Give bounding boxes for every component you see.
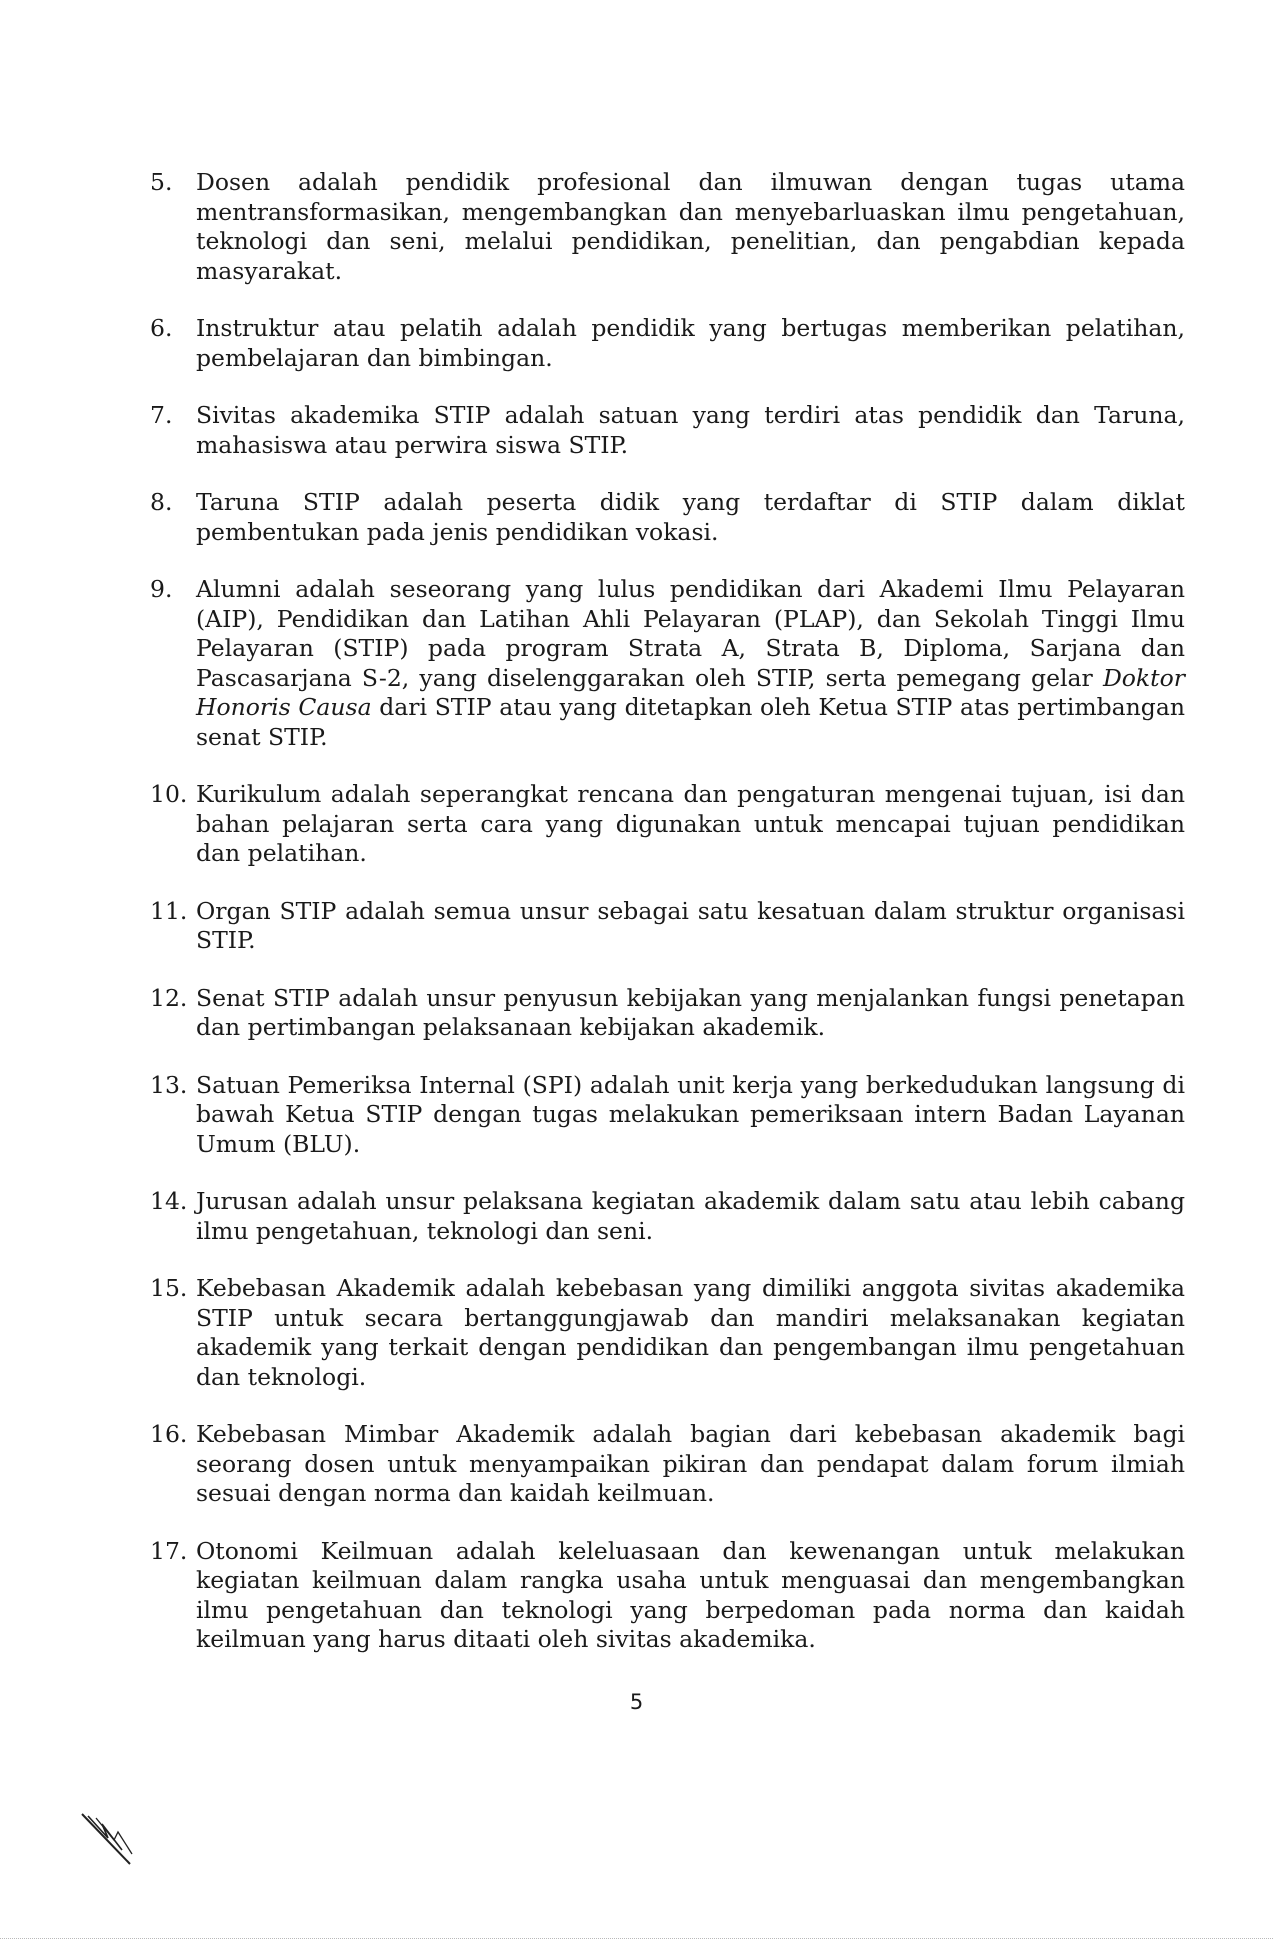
definition-item-8 xyxy=(150,488,1185,547)
definition-item-16 xyxy=(150,1420,1185,1509)
page-number: 5 xyxy=(629,1690,644,1714)
item-number: 16. xyxy=(150,1420,188,1448)
item-text: Senat STIP adalah unsur penyusun kebijakan yang menjalankan fungsi penetapan dan pertimbangan pelaksanaan kebijakan akademik. xyxy=(196,983,1185,1041)
definition-item-17 xyxy=(150,1537,1185,1655)
definition-item-6 xyxy=(150,314,1185,373)
item-text: Taruna STIP adalah peserta didik yang terdaftar di STIP dalam diklat pembentukan pada jenis pendidikan vokasi. xyxy=(196,488,1185,546)
definition-item-13 xyxy=(150,1071,1185,1160)
definition-item-9 xyxy=(150,575,1185,752)
item-text: Kebebasan Akademik adalah kebebasan yang dimiliki anggota sivitas akademika STIP untuk secara bertanggungjawab dan mandiri melaksanakan kegiatan akademik yang terkait dengan pendidikan dan pengembangan ilmu pengetahuan dan teknologi. xyxy=(196,1274,1185,1391)
item-text-part: dari STIP atau yang ditetapkan oleh Ketua STIP atas pertimbangan senat STIP. xyxy=(196,693,1185,751)
item-text-part: Alumni adalah seseorang yang lulus pendidikan dari Akademi Ilmu Pelayaran (AIP), Pendidikan dan Latihan Ahli Pelayaran (PLAP), dan Sekolah Tinggi Ilmu Pelayaran (STIP) pada program Strata A, Strata B, Diploma, Sarjana dan Pascasarjana S-2, yang diselenggarakan oleh STIP, serta pemegang gelar xyxy=(196,575,1185,692)
item-text: Otonomi Keilmuan adalah keleluasaan dan kewenangan untuk melakukan kegiatan keilmuan dalam rangka usaha untuk menguasai dan mengembangkan ilmu pengetahuan dan teknologi yang berpedoman pada norma dan kaidah keilmuan yang harus ditaati oleh sivitas akademika. xyxy=(196,1536,1185,1653)
item-text: Sivitas akademika STIP adalah satuan yang terdiri atas pendidik dan Taruna, mahasiswa atau perwira siswa STIP. xyxy=(196,401,1185,459)
item-text: Instruktur atau pelatih adalah pendidik yang bertugas memberikan pelatihan, pembelajaran dan bimbingan. xyxy=(196,314,1185,372)
item-text: Jurusan adalah unsur pelaksana kegiatan akademik dalam satu atau lebih cabang ilmu pengetahuan, teknologi dan seni. xyxy=(196,1187,1185,1245)
definition-list xyxy=(150,168,1185,1683)
definition-item-12 xyxy=(150,984,1185,1043)
item-text: Satuan Pemeriksa Internal (SPI) adalah unit kerja yang berkedudukan langsung di bawah Ketua STIP dengan tugas melakukan pemeriksaan intern Badan Layanan Umum (BLU). xyxy=(196,1070,1185,1158)
scan-edge-line xyxy=(0,1938,1273,1939)
item-text xyxy=(196,575,1185,752)
definition-item-7 xyxy=(150,401,1185,460)
item-number: 9. xyxy=(150,575,173,603)
item-text: Dosen adalah pendidik profesional dan ilmuwan dengan tugas utama mentransformasikan, mengembangkan dan menyebarluaskan ilmu pengetahuan, teknologi dan seni, melalui pendidikan, penelitian, dan pengabdian kepada masyarakat. xyxy=(196,168,1185,285)
item-number: 6. xyxy=(150,314,173,342)
item-number: 7. xyxy=(150,401,173,429)
definition-item-15 xyxy=(150,1274,1185,1392)
definition-item-10 xyxy=(150,780,1185,869)
item-text: Organ STIP adalah semua unsur sebagai satu kesatuan dalam struktur organisasi STIP. xyxy=(196,896,1185,954)
item-text: Kurikulum adalah seperangkat rencana dan pengaturan mengenai tujuan, isi dan bahan pelajaran serta cara yang digunakan untuk mencapai tujuan pendidikan dan pelatihan. xyxy=(196,780,1185,867)
item-text: Kebebasan Mimbar Akademik adalah bagian dari kebebasan akademik bagi seorang dosen untuk menyampaikan pikiran dan pendapat dalam forum ilmiah sesuai dengan norma dan kaidah keilmuan. xyxy=(196,1420,1185,1507)
definition-item-5 xyxy=(150,168,1185,286)
item-number: 14. xyxy=(150,1187,188,1215)
item-number: 13. xyxy=(150,1070,188,1099)
item-number: 5. xyxy=(150,168,173,196)
item-number: 12. xyxy=(150,983,188,1012)
definition-item-11 xyxy=(150,897,1185,956)
item-number: 15. xyxy=(150,1274,188,1302)
paraf-signature-icon xyxy=(78,1810,148,1870)
definition-item-14 xyxy=(150,1187,1185,1246)
item-number: 17. xyxy=(150,1536,188,1565)
item-number: 10. xyxy=(150,780,188,808)
item-number: 11. xyxy=(150,896,188,925)
item-number: 8. xyxy=(150,488,173,516)
italic-term: Doktor Honoris Causa xyxy=(196,663,1185,721)
